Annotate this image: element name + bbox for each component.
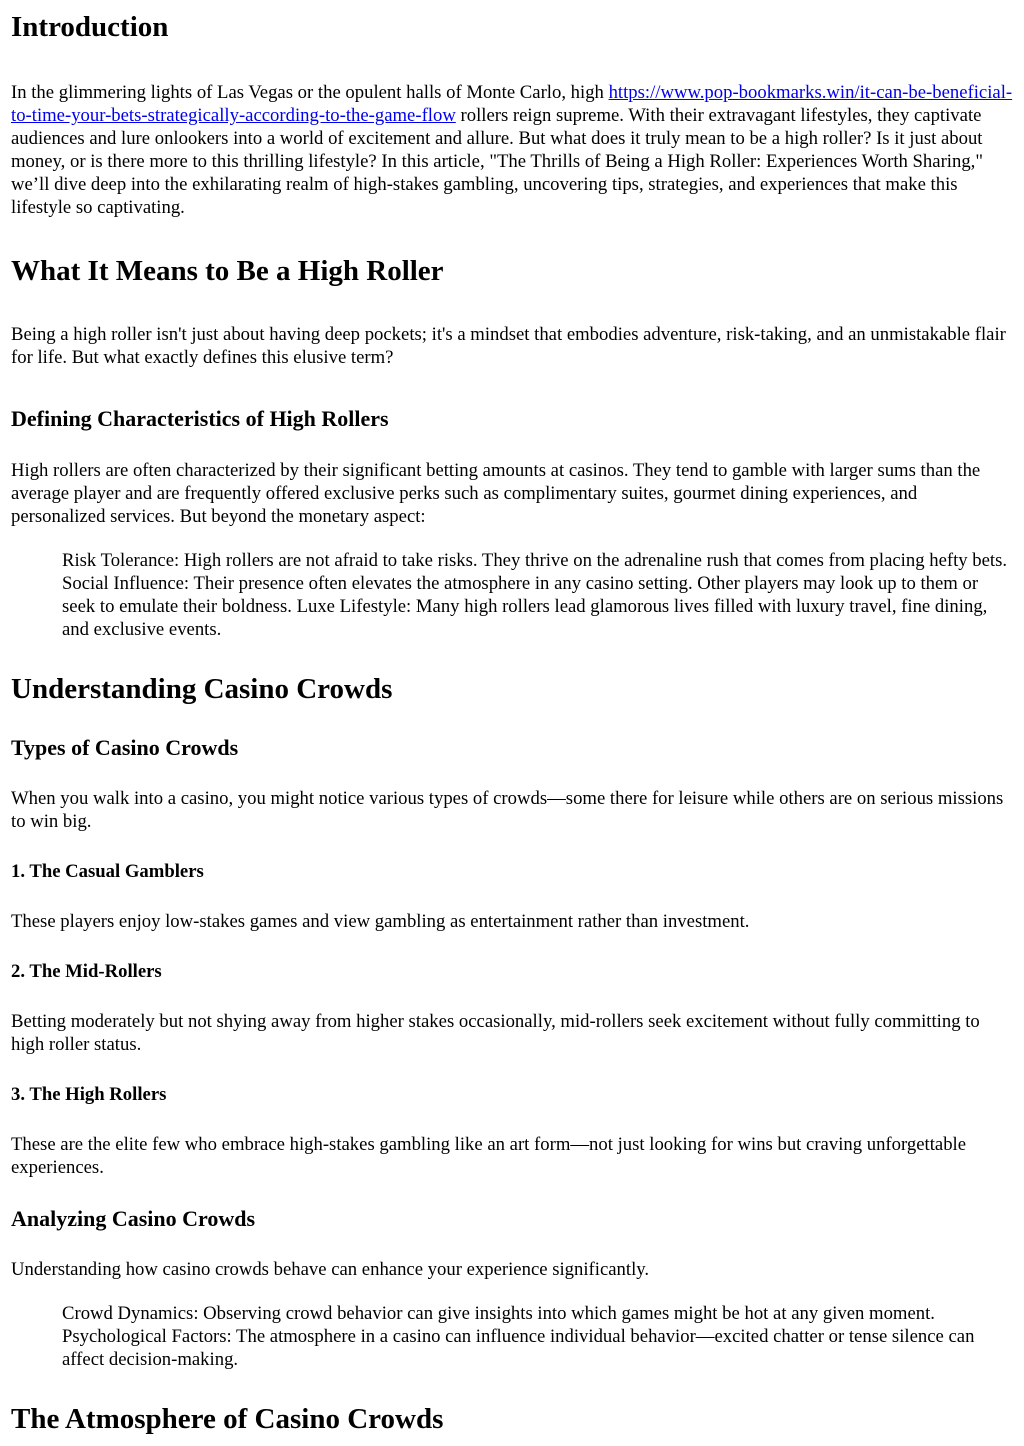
heading-high-rollers: 3. The High Rollers bbox=[11, 1084, 167, 1105]
analyzing-paragraph: Understanding how casino crowds behave can enhance your experience significantly. bbox=[11, 1259, 650, 1280]
mid-paragraph: Betting moderately but not shying away from higher stakes occasionally, mid-rollers seek excitement without fully committing to high roller status. bbox=[11, 1011, 980, 1055]
casual-paragraph: These players enjoy low-stakes games and view gambling as entertainment rather than investment. bbox=[11, 911, 750, 932]
heading-analyzing-crowds: Analyzing Casino Crowds bbox=[11, 1206, 256, 1231]
heading-mid-rollers: 2. The Mid-Rollers bbox=[11, 961, 162, 982]
heading-atmosphere: The Atmosphere of Casino Crowds bbox=[11, 1403, 444, 1435]
high-paragraph: These are the elite few who embrace high-stakes gambling like an art form—not just looking for wins but craving unforgettable experiences. bbox=[11, 1134, 967, 1178]
heading-what-it-means: What It Means to Be a High Roller bbox=[11, 255, 444, 287]
heading-types-of-crowds: Types of Casino Crowds bbox=[11, 735, 239, 760]
intro-text-after-link: rollers reign supreme. With their extravagant lifestyles, they captivate audiences and lure onlookers into a world of excitement and allure. But what does it truly mean to be a high roller? Is it just about money, or is there more to this thrilling lifestyle? In this article, "The Thrills of Being a High Roller: Experiences Worth Sharing," we’ll dive deep into the exhilarating realm of high-stakes gambling, uncovering tips, strategies, and experiences that make this lifestyle so captivating. bbox=[11, 105, 983, 218]
heading-introduction: Introduction bbox=[11, 11, 169, 43]
intro-text-before-link: In the glimmering lights of Las Vegas or the opulent halls of Monte Carlo, high bbox=[11, 82, 609, 103]
heading-defining-characteristics: Defining Characteristics of High Rollers bbox=[11, 406, 389, 431]
intro-paragraph bbox=[11, 81, 1013, 219]
heading-understanding-crowds: Understanding Casino Crowds bbox=[11, 673, 393, 705]
pop-bookmarks-link[interactable]: https://www.pop-bookmarks.win/it-can-be-beneficial-to-time-your-bets-strategically-according-to-the-game-flow bbox=[11, 82, 1013, 126]
types-paragraph: When you walk into a casino, you might notice various types of crowds—some there for leisure while others are on serious missions to win big. bbox=[11, 788, 1004, 832]
characteristics-blockquote: Risk Tolerance: High rollers are not afraid to take risks. They thrive on the adrenaline rush that comes from placing hefty bets. Social Influence: Their presence often elevates the atmosphere in any casino setting. Other players may look up to them or seek to emulate their boldness. Luxe Lifestyle: Many high rollers lead glamorous lives filled with luxury travel, fine dining, and exclusive events. bbox=[62, 550, 1008, 640]
heading-casual-gamblers: 1. The Casual Gamblers bbox=[11, 861, 204, 882]
meaning-paragraph: Being a high roller isn't just about having deep pockets; it's a mindset that embodies adventure, risk-taking, and an unmistakable flair for life. But what exactly defines this elusive term? bbox=[11, 324, 1006, 368]
crowd-factors-blockquote: Crowd Dynamics: Observing crowd behavior can give insights into which games might be hot at any given moment. Psychological Factors: The atmosphere in a casino can influence individual behavior—excited chatter or tense silence can affect decision-making. bbox=[62, 1303, 975, 1370]
defining-paragraph: High rollers are often characterized by their significant betting amounts at casinos. They tend to gamble with larger sums than the average player and are frequently offered exclusive perks such as complimentary suites, gourmet dining experiences, and personalized services. But beyond the monetary aspect: bbox=[11, 460, 981, 527]
